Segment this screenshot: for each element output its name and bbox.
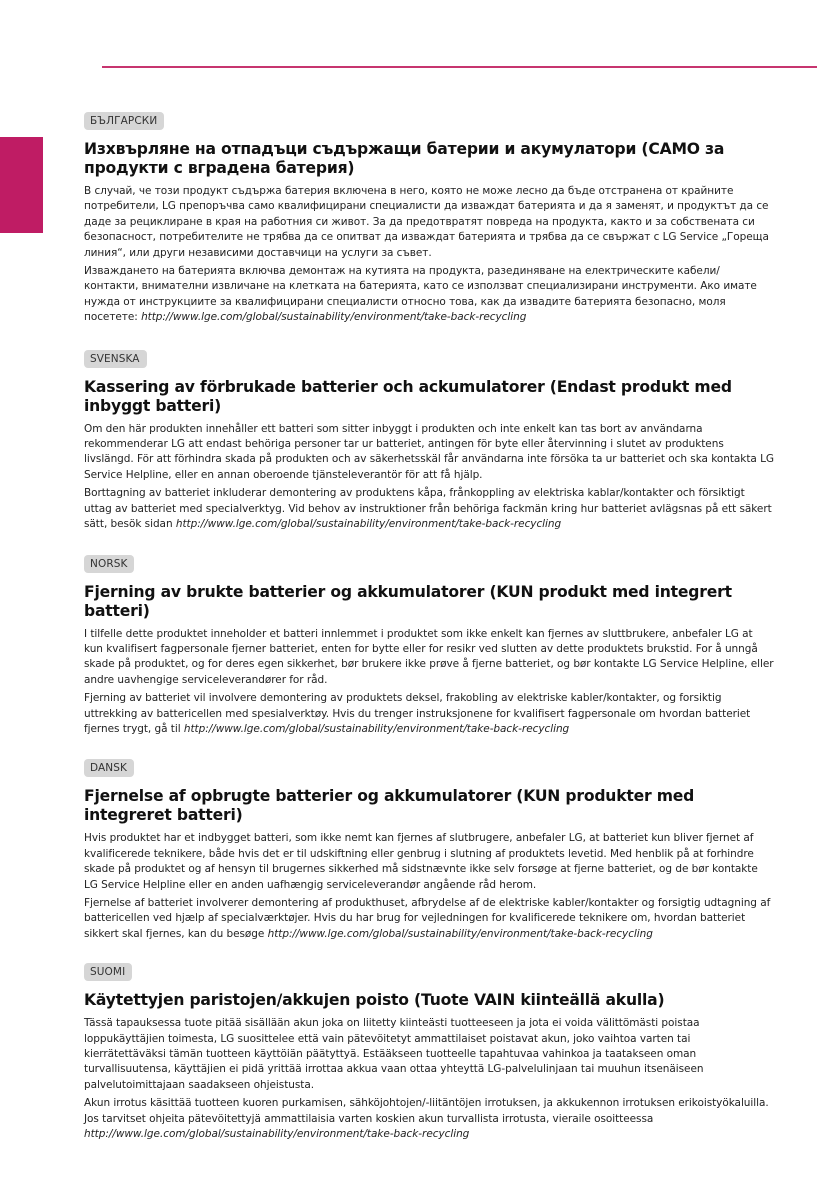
language-badge: SVENSKA: [84, 350, 147, 368]
section-heading: Изхвърляне на отпадъци съдържащи батерии и акумулатори (САМО за продукти с вградена батерия): [84, 140, 725, 177]
paragraph: [84, 486, 774, 532]
paragraph: Hvis produktet har et indbygget batteri, som ikke nemt kan fjernes af slutbrugere, anbefaler LG, at batteriet kun bliver fjernet af kvalificerede teknikere, både hvis det er til udskiftning eller genbrug i slutning af produktets levetid. Med henblik på at forhindre skade på produktet og af hensyn til brugernes sikkerhed må sidstnævnte ikke selv forsøge at fjerne batteriet, og de bør kontakte LG Service Helpline eller en anden uafhængig serviceleverandør angående råd herom.: [84, 832, 758, 891]
paragraph: [84, 896, 774, 942]
section-heading: Fjerning av brukte batterier og akkumulatorer (KUN produkt med integrert batteri): [84, 582, 732, 620]
paragraph: [84, 264, 774, 326]
paragraph: В случай, че този продукт съдържа батерия включена в него, която не може лесно да бъде отстранена от крайните потребители, LG препоръчва само квалифицирани специалисти да изваждат батерията и да я заменят, и продуктът да се даде за рециклиране в края на работния си живот. За да предотвратят повреда на продукта, както и за собствената си безопасност, потребителите не трябва да се опитват да изваждат батерията и трябва да се свържат с LG Service „Гореща линия“, или други независими доставчици на услуги за съвет.: [84, 185, 769, 259]
document-body: [84, 109, 774, 1145]
paragraph: Tässä tapauksessa tuote pitää sisällään akun joka on liitetty kiinteästi tuotteeseen ja jota ei voida välittömästi poistaa loppukäyttäjien toimesta, LG suosittelee että vain pätevöitetyt ammattilaiset poistavat akun, joko vaihtoa varten tai kierrätettäväksi tämän tuotteen käyttöiän päätyttyä. Estääkseen tuotteelle tapahtuvaa vahinkoa ja taatakseen oman turvallisuutensa, käyttäjien ei pidä yrittää irrottaa akkua vaan ottaa yhteyttä LG-palvelulinjaan tai muuhun itsenäiseen palvelutoimittajaan saadakseen ohjeistusta.: [84, 1017, 704, 1091]
section-danish: [84, 756, 774, 942]
language-badge: DANSK: [84, 759, 134, 777]
paragraph: Om den här produkten innehåller ett batteri som sitter inbyggt i produkten och inte enkelt kan tas bort av användarna rekommenderar LG att endast behöriga personer tar ur batteriet, antingen för byte eller återvinning i slutet av produktens livslängd. För att förhindra skada på produkten och av säkerhetsskäl får användarna inte försöka ta ur batteriet och ska kontakta LG Service Helpline, eller en annan oberoende tjänsteleverantör för att få hjälp.: [84, 422, 774, 481]
paragraph: I tilfelle dette produktet inneholder et batteri innlemmet i produktet som ikke enkelt kan fjernes av sluttbrukere, anbefaler LG at kun kvalifisert fagpersonale fjerner batteriet, enten for bytte eller for resikr ved slutten av dette produktets brukstid. For å unngå skade på produktet, og for deres egen sikkerhet, bør brukere ikke prøve å fjerne batteriet, og bør kontakte LG Service Helpline, eller andre uavhengige serviceleverandører for råd.: [84, 627, 774, 686]
paragraph-text: Fjernelse af batteriet involverer demontering af produkthuset, afbrydelse af de elektriske kabler/kontakter og forsigtig udtagning af battericellen ved hjælp af specialværktøjer. Hvis du har brug for vejledningen for kvalificerede teknikere om, hvordan batteriet sikkert skal fjernes, kan du besøge: [84, 896, 771, 940]
section-finnish: [84, 960, 774, 1142]
recycling-link[interactable]: http://www.lge.com/global/sustainability/environment/take-back-recycling: [141, 311, 527, 324]
paragraph-text: Akun irrotus käsittää tuotteen kuoren purkamisen, sähköjohtojen/-liitäntöjen irrotuksen, ja akkukennon irrotuksen erikoistyökaluilla. Jos tarvitset ohjeita pätevöitettyjä ammattilaisia varten koskien akun turvallista irrotusta, vieraile osoitteessa: [84, 1097, 769, 1125]
language-badge: NORSK: [84, 555, 134, 573]
paragraph-text: Borttagning av batteriet inkluderar demontering av produktens kåpa, frånkoppling av elektriska kablar/kontakter och försiktigt uttag av batteriet med specialverktyg. Vid behov av instruktioner från behöriga fackmän kring hur batteriet avlägsnas på ett säkert sätt, besök sidan: [84, 487, 772, 531]
section-bulgarian: [84, 109, 774, 326]
paragraph-text: Fjerning av batteriet vil involvere demontering av produktets deksel, frakobling av elektriske kabler/kontakter, og forsiktig uttrekking av battericellen med spesialverktøy. Hvis du trenger instruksjonene for kvalifisert fagpersonale om hvordan batteriet fjernes trygt, gå til: [84, 692, 751, 735]
recycling-link[interactable]: http://www.lge.com/global/sustainability/environment/take-back-recycling: [84, 1128, 470, 1141]
language-badge: БЪЛГАРСКИ: [84, 112, 164, 130]
section-heading: Fjernelse af opbrugte batterier og akkumulatorer (KUN produkter med integreret batteri): [84, 787, 695, 825]
paragraph: [84, 1096, 774, 1142]
section-swedish: [84, 347, 774, 533]
language-badge: SUOMI: [84, 963, 132, 981]
section-heading: Käytettyjen paristojen/akkujen poisto (Tuote VAIN kiinteällä akulla): [84, 991, 665, 1010]
header-rule: [102, 66, 817, 68]
recycling-link[interactable]: http://www.lge.com/global/sustainability/environment/take-back-recycling: [183, 722, 570, 735]
paragraph: [84, 691, 774, 737]
section-norwegian: [84, 552, 774, 738]
language-side-tab: [0, 137, 43, 233]
recycling-link[interactable]: http://www.lge.com/global/sustainability/environment/take-back-recycling: [175, 518, 562, 531]
paragraph-text: Изваждането на батерията включва демонтаж на кутията на продукта, разединяване на електрическите кабели/контакти, внимателни извличане на клетката на батерията, като се използват специализирани инструменти. Ако имате нужда от инструкциите за квалифицирани специалисти относно това, как да извадите батерията безопасно, моля посетете:: [84, 265, 757, 324]
recycling-link[interactable]: http://www.lge.com/global/sustainability/environment/take-back-recycling: [267, 927, 653, 940]
section-heading: Kassering av förbrukade batterier och ackumulatorer (Endast produkt med inbyggt batteri): [84, 377, 732, 415]
